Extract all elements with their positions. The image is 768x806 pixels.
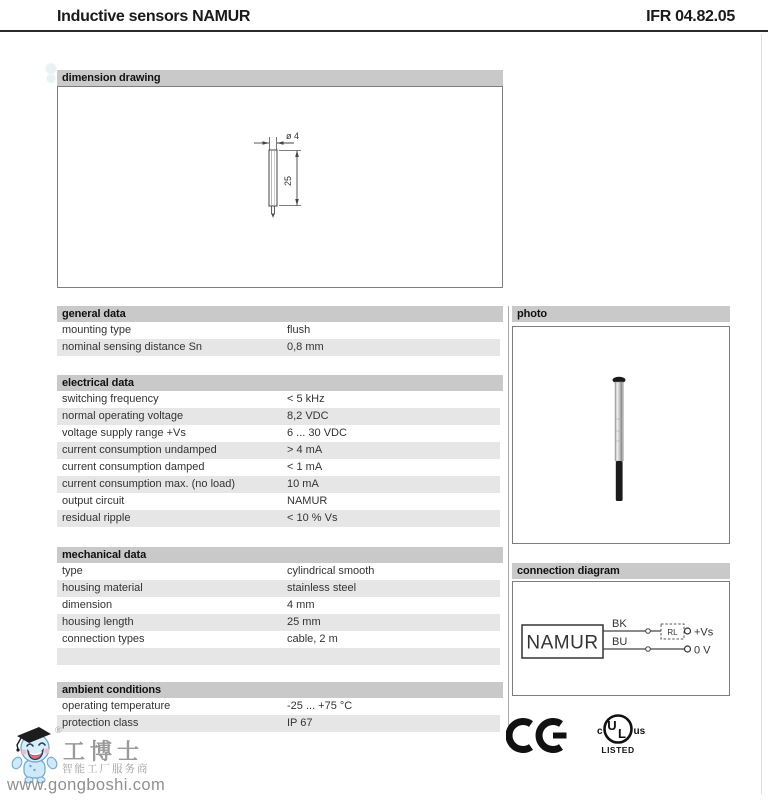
row-value: 6 ... 30 VDC <box>287 427 347 439</box>
row-label: protection class <box>62 717 139 729</box>
load-resistor-label: RL <box>667 628 678 637</box>
row-value: > 4 mA <box>287 444 323 456</box>
row-label: residual ripple <box>62 512 131 524</box>
row-value: cable, 2 m <box>287 633 338 645</box>
section-header-photo: photo <box>512 306 730 322</box>
row-label: dimension <box>62 599 113 611</box>
row-value: IP 67 <box>287 717 313 729</box>
table-row <box>57 442 500 459</box>
table-row <box>57 715 500 732</box>
row-label: operating temperature <box>62 700 171 712</box>
row-label: type <box>62 565 83 577</box>
row-label: switching frequency <box>62 393 159 405</box>
row-value: stainless steel <box>287 582 357 594</box>
section-header-dimension-drawing: dimension drawing <box>57 70 503 86</box>
watermark-url-text: www.gongboshi.com <box>7 776 166 794</box>
ul-c-label: c <box>596 726 603 737</box>
wire-label-bk: BK <box>612 618 627 630</box>
row-label: connection types <box>62 633 145 645</box>
table-row <box>57 580 500 597</box>
section-header-general-data: general data <box>57 306 503 322</box>
terminal-label-0v: 0 V <box>694 644 711 657</box>
table-row <box>57 425 500 442</box>
section-header-mechanical-data: mechanical data <box>57 547 503 563</box>
section-header-connection-diagram: connection diagram <box>512 563 730 579</box>
row-value: 0,8 mm <box>287 341 324 353</box>
dimension-drawing-icon <box>58 87 502 287</box>
row-label: current consumption damped <box>62 461 205 473</box>
row-label: voltage supply range +Vs <box>62 427 186 439</box>
photo-box <box>512 326 730 544</box>
section-header-ambient-conditions: ambient conditions <box>57 682 503 698</box>
watermark-brand-text: 工博士 <box>63 739 145 764</box>
row-value: 25 mm <box>287 616 321 628</box>
dimension-drawing-box <box>57 86 503 288</box>
row-label: housing length <box>62 616 134 628</box>
watermark-tagline-text: 智能工厂服务商 <box>62 763 150 775</box>
section-header-electrical-data: electrical data <box>57 375 503 391</box>
scan-edge-line <box>761 34 762 794</box>
table-row <box>57 614 500 631</box>
table-row <box>57 476 500 493</box>
page-title: Inductive sensors NAMUR <box>57 8 251 25</box>
row-value: 4 mm <box>287 599 315 611</box>
terminal-label-vs: +Vs <box>694 626 714 639</box>
row-label: nominal sensing distance Sn <box>62 341 203 353</box>
table-row <box>57 391 500 408</box>
row-label: current consumption max. (no load) <box>62 478 236 490</box>
column-divider <box>508 306 509 733</box>
row-label: mounting type <box>62 324 132 336</box>
table-row <box>57 563 500 580</box>
table-row <box>57 408 500 425</box>
ce-mark-icon <box>506 716 570 756</box>
ul-letter-l: L <box>618 726 626 741</box>
row-label: output circuit <box>62 495 125 507</box>
table-row <box>57 493 500 510</box>
row-label: current consumption undamped <box>62 444 217 456</box>
table-row <box>57 698 500 715</box>
row-value: flush <box>287 324 311 336</box>
ul-letter-u: U <box>607 718 617 733</box>
device-label: NAMUR <box>526 632 599 654</box>
header-rule <box>0 30 768 32</box>
row-label: normal operating voltage <box>62 410 184 422</box>
row-value: NAMUR <box>287 495 328 507</box>
ul-listed-label: LISTED <box>601 745 635 755</box>
wire-label-bu: BU <box>612 636 628 648</box>
table-row <box>57 339 500 356</box>
sensor-photo <box>513 327 729 543</box>
connection-diagram <box>513 582 729 695</box>
row-value: 10 mA <box>287 478 319 490</box>
part-number: IFR 04.82.05 <box>646 8 735 25</box>
connection-diagram-box <box>512 581 730 696</box>
table-row <box>57 322 500 339</box>
row-value: -25 ... +75 °C <box>287 700 353 712</box>
row-value: < 1 mA <box>287 461 323 473</box>
row-value: 8,2 VDC <box>287 410 329 422</box>
faint-stamp-icon <box>44 62 58 84</box>
row-value: < 10 % Vs <box>287 512 338 524</box>
table-row <box>57 597 500 614</box>
diameter-dim-label: ø 4 <box>286 131 300 141</box>
table-row <box>57 631 500 648</box>
row-value: < 5 kHz <box>287 393 325 405</box>
table-row-empty <box>57 648 500 665</box>
ul-listed-mark-icon <box>594 708 654 758</box>
table-row <box>57 510 500 527</box>
row-value: cylindrical smooth <box>287 565 375 577</box>
registered-trademark-symbol: ® <box>55 725 62 735</box>
table-row <box>57 459 500 476</box>
row-label: housing material <box>62 582 143 594</box>
length-dim-label: 25 <box>283 175 293 187</box>
ul-us-label: us <box>633 726 646 737</box>
